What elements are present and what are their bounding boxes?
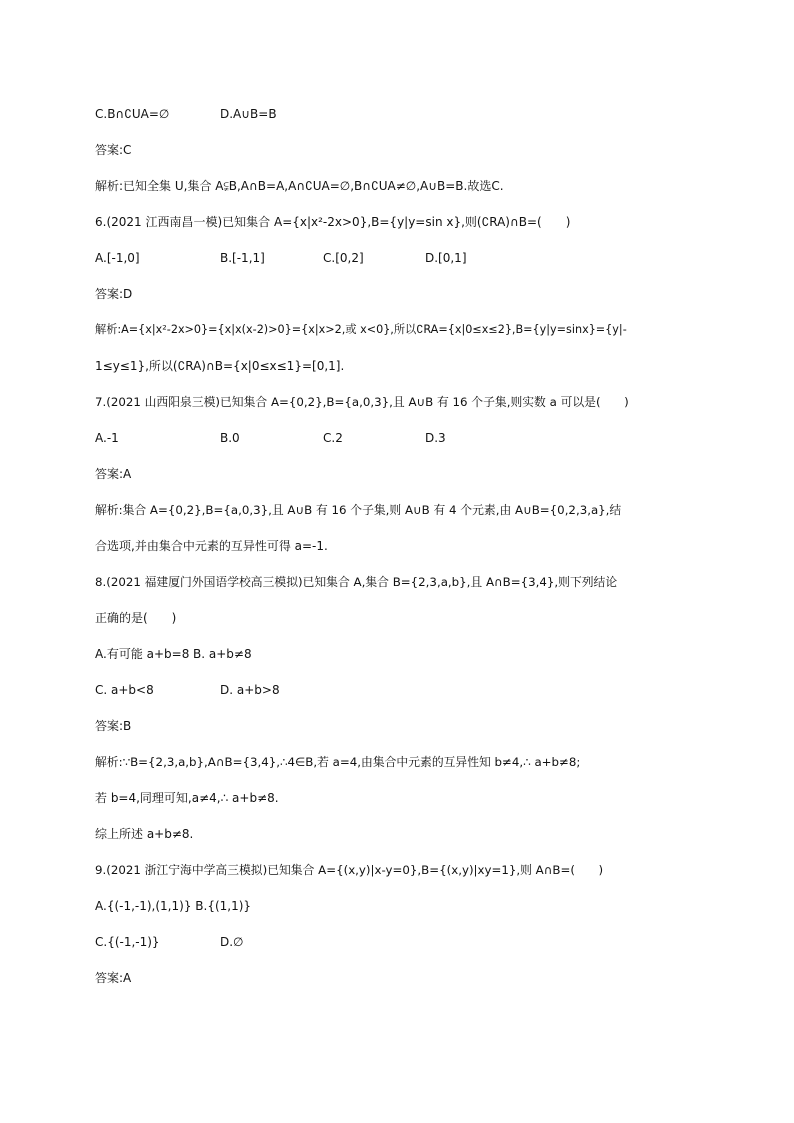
- option-d-q8: D. a+b>8: [220, 683, 280, 697]
- option-d-q7: D.3: [425, 431, 446, 445]
- option-d-q9: D.∅: [220, 935, 244, 949]
- question-6: 6.(2021 江西南昌一模)已知集合 A={x|x²-2x>0},B={y|y=sin x},则(∁RA)∩B=( ): [95, 215, 571, 229]
- option-d-q6: D.[0,1]: [425, 251, 467, 265]
- option-a-q7: A.-1: [95, 431, 119, 445]
- answer-q9: 答案:A: [95, 971, 132, 985]
- analysis-q7-line1: 解析:集合 A={0,2},B={a,0,3},且 A∪B 有 16 个子集,则 A∪B 有 4 个元素,由 A∪B={0,2,3,a},结: [95, 503, 622, 517]
- analysis-q6-line1: 解析:A={x|x²-2x>0}={x|x(x-2)>0}={x|x>2,或 x<0},所以∁RA={x|0≤x≤2},B={y|y=sinx}={y|-: [95, 323, 627, 336]
- analysis-q5: 解析:已知全集 U,集合 A⫋B,A∩B=A,A∩∁UA=∅,B∩∁UA≠∅,A∪B=B.故选C.: [95, 179, 504, 193]
- option-d-q5: D.A∪B=B: [220, 107, 277, 121]
- option-ab-q9: A.{(-1,-1),(1,1)} B.{(1,1)}: [95, 899, 252, 913]
- question-8-line1: 8.(2021 福建厦门外国语学校高三模拟)已知集合 A,集合 B={2,3,a,b},且 A∩B={3,4},则下列结论: [95, 575, 618, 589]
- option-c-q6: C.[0,2]: [323, 251, 364, 265]
- answer-q5: 答案:C: [95, 143, 132, 157]
- option-c-q8: C. a+b<8: [95, 683, 154, 697]
- option-c-q9: C.{(-1,-1)}: [95, 935, 160, 949]
- question-7: 7.(2021 山西阳泉三模)已知集合 A={0,2},B={a,0,3},且 A∪B 有 16 个子集,则实数 a 可以是( ): [95, 395, 629, 409]
- option-a-q6: A.[-1,0]: [95, 251, 140, 265]
- option-b-q6: B.[-1,1]: [220, 251, 265, 265]
- analysis-q8-line1: 解析:∵B={2,3,a,b},A∩B={3,4},∴4∈B,若 a=4,由集合中元素的互异性知 b≠4,∴ a+b≠8;: [95, 755, 581, 769]
- question-8-line2: 正确的是( ): [95, 611, 177, 625]
- answer-q6: 答案:D: [95, 287, 133, 301]
- option-a-q8: A.有可能 a+b=8: [95, 647, 190, 661]
- analysis-q6-line2: 1≤y≤1},所以(∁RA)∩B={x|0≤x≤1}=[0,1].: [95, 359, 345, 373]
- option-b-q8: B. a+b≠8: [193, 647, 252, 661]
- answer-q8: 答案:B: [95, 719, 132, 733]
- analysis-q7-line2: 合选项,并由集合中元素的互异性可得 a=-1.: [95, 539, 328, 553]
- question-9: 9.(2021 浙江宁海中学高三模拟)已知集合 A={(x,y)|x-y=0},B={(x,y)|xy=1},则 A∩B=( ): [95, 863, 604, 877]
- analysis-q8-line3: 综上所述 a+b≠8.: [95, 827, 194, 841]
- option-c-q7: C.2: [323, 431, 343, 445]
- option-c-q5: C.B∩∁UA=∅: [95, 107, 170, 121]
- analysis-q8-line2: 若 b=4,同理可知,a≠4,∴ a+b≠8.: [95, 791, 279, 805]
- answer-q7: 答案:A: [95, 467, 132, 481]
- option-b-q7: B.0: [220, 431, 240, 445]
